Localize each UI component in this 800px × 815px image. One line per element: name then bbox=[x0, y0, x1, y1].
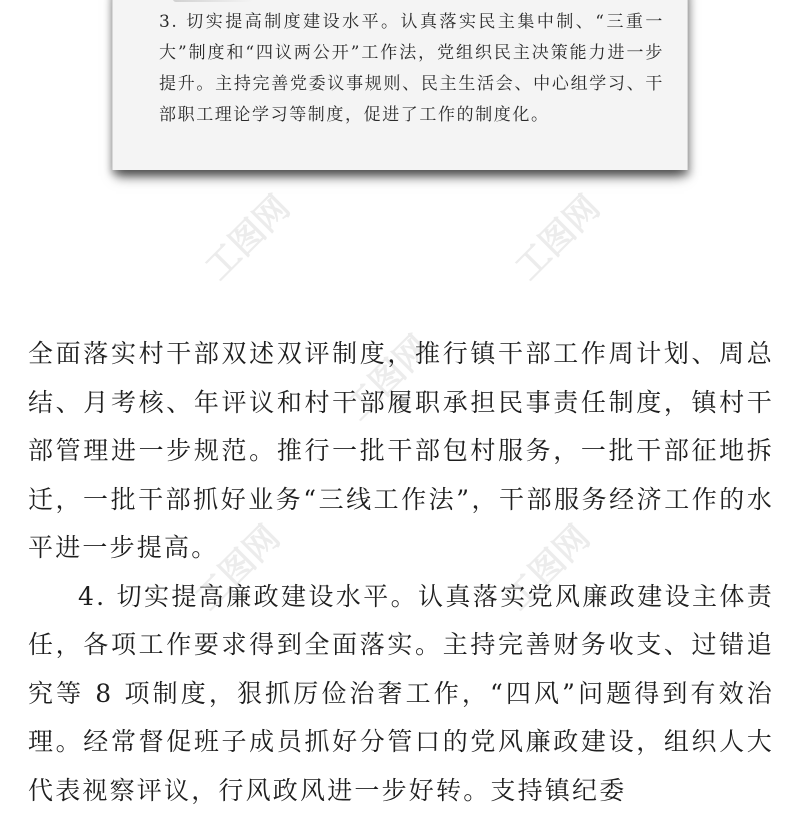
watermark-text: 工图网 bbox=[198, 188, 298, 288]
watermark-text: 工图网 bbox=[498, 518, 598, 618]
watermark-logo-icon bbox=[165, 155, 335, 325]
paragraph-integrity-building: 4. 切实提高廉政建设水平。认真落实党风廉政建设主体责任，各项工作要求得到全面落实。主持完善财务收支、过错追究等 8 项制度，狠抓厉俭治奢工作，“四风”问题得到有效治理。经常督促班子成员抓好分管口的党风廉政建设，组织人大代表视察评议，行风政风进一步好转。支持镇纪委 bbox=[28, 573, 774, 815]
watermark-text: 工图网 bbox=[188, 518, 288, 618]
faded-text-line bbox=[173, 0, 253, 2]
watermark bbox=[165, 155, 335, 325]
watermark-logo-icon bbox=[475, 155, 645, 325]
paragraph-cadre-management: 全面落实村干部双述双评制度，推行镇干部工作周计划、周总结、月考核、年评议和村干部履职承担民事责任制度，镇村干部管理进一步规范。推行一批干部包村服务，一批干部征地拆迁，一批干部抓好业务“三线工作法”，干部服务经济工作的水平进一步提高。 bbox=[28, 330, 774, 573]
document-preview-card bbox=[112, 0, 688, 170]
document-body bbox=[28, 330, 774, 815]
watermark bbox=[475, 155, 645, 325]
watermark-text: 工图网 bbox=[508, 188, 608, 288]
watermark-text: 工图网 bbox=[338, 328, 438, 428]
card-paragraph: 3. 切实提高制度建设水平。认真落实民主集中制、“三重一大”制度和“四议两公开”工作法，党组织民主决策能力进一步提升。主持完善党委议事规则、民主生活会、中心组学习、干部职工理论学习等制度，促进了工作的制度化。 bbox=[159, 7, 664, 131]
